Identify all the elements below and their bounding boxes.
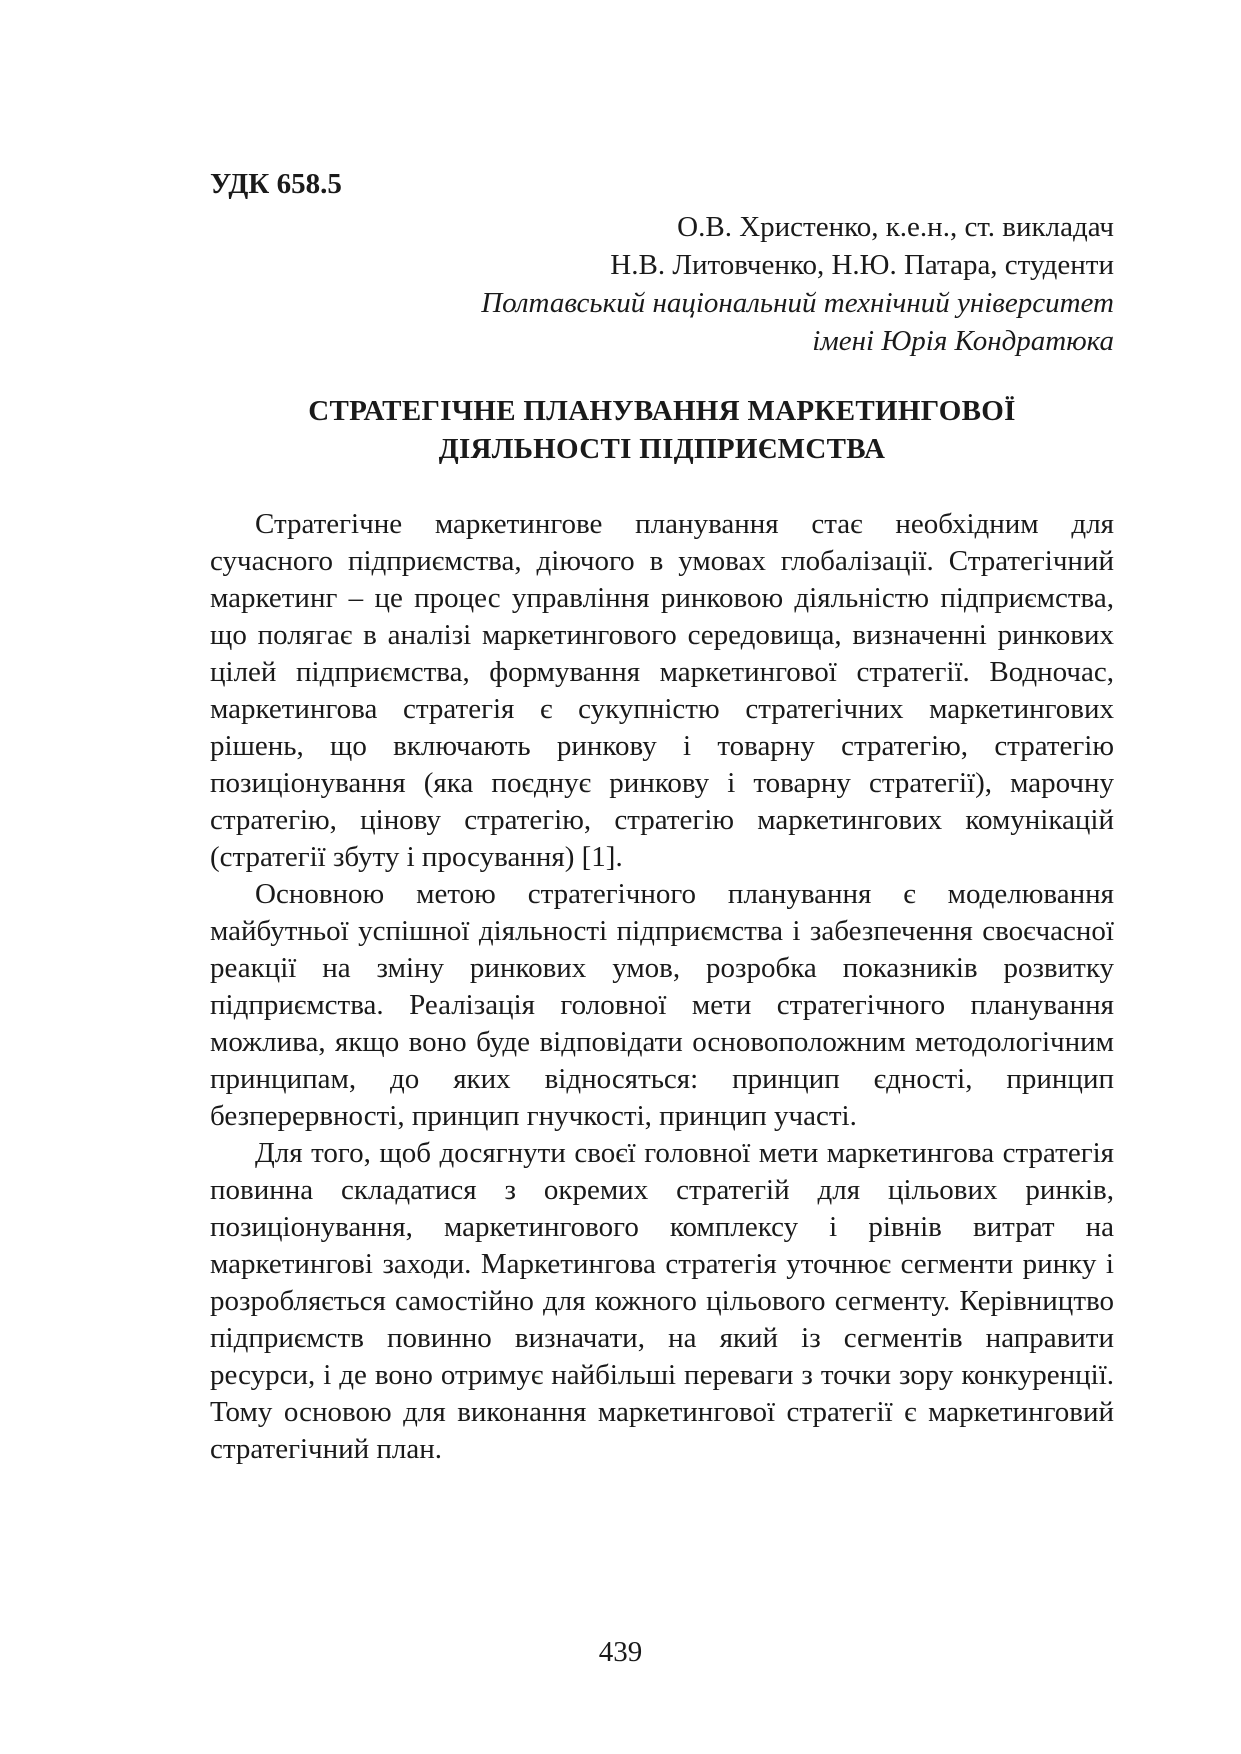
- paragraph-2: Основною метою стратегічного планування є моделювання майбутньої успішної діяльності підприємства і забезпечення своєчасної реакції на зміну ринкових умов, розробка показників розвитку підприємства. Реалізація головної мети стратегічного планування можлива, якщо воно буде відповідати основоположним методологічним принципам, до яких відносяться: принцип єдності, принцип безперервності, принцип гнучкості, принцип участі.: [210, 878, 1114, 1132]
- body-text: [210, 506, 1114, 1468]
- author-block: [481, 208, 1114, 360]
- title-line-1: СТРАТЕГІЧНЕ ПЛАНУВАННЯ МАРКЕТИНГОВОЇ: [308, 395, 1016, 427]
- author-line-1: О.В. Христенко, к.е.н., ст. викладач: [677, 211, 1114, 243]
- affiliation-line-2: імені Юрія Кондратюка: [812, 325, 1114, 357]
- author-line-2: Н.В. Литовченко, Н.Ю. Патара, студенти: [610, 249, 1114, 281]
- paragraph-3: Для того, щоб досягнути своєї головної мети маркетингова стратегія повинна складатися з окремих стратегій для цільових ринків, позиціонування, маркетингового комплексу і рівнів витрат на маркетингові заходи. Маркетингова стратегія уточнює сегменти ринку і розробляється самостійно для кожного цільового сегменту. Керівництво підприємств повинно визначати, на який із сегментів направити ресурси, і де воно отримує найбільші переваги з точки зору конкуренції. Тому основою для виконання маркетингової стратегії є маркетинговий стратегічний план.: [210, 1137, 1114, 1465]
- title-line-2: ДІЯЛЬНОСТІ ПІДПРИЄМСТВА: [438, 433, 886, 465]
- udk-code: УДК 658.5: [210, 168, 342, 200]
- affiliation-line-1: Полтавський національний технічний університет: [481, 287, 1114, 319]
- paper-title: [210, 392, 1114, 468]
- paragraph-1: Стратегічне маркетингове планування стає необхідним для сучасного підприємства, діючого в умовах глобалізації. Стратегічний маркетинг – це процес управління ринковою діяльністю підприємства, що полягає в аналізі маркетингового середовища, визначенні ринкових цілей підприємства, формування маркетингової стратегії. Водночас, маркетингова стратегія є сукупністю стратегічних маркетингових рішень, що включають ринкову і товарну стратегію, стратегію позиціонування (яка поєднує ринкову і товарну стратегії), марочну стратегію, цінову стратегію, стратегію маркетингових комунікацій (стратегії збуту і просування) [1].: [210, 508, 1114, 873]
- page-number: 439: [598, 1636, 643, 1668]
